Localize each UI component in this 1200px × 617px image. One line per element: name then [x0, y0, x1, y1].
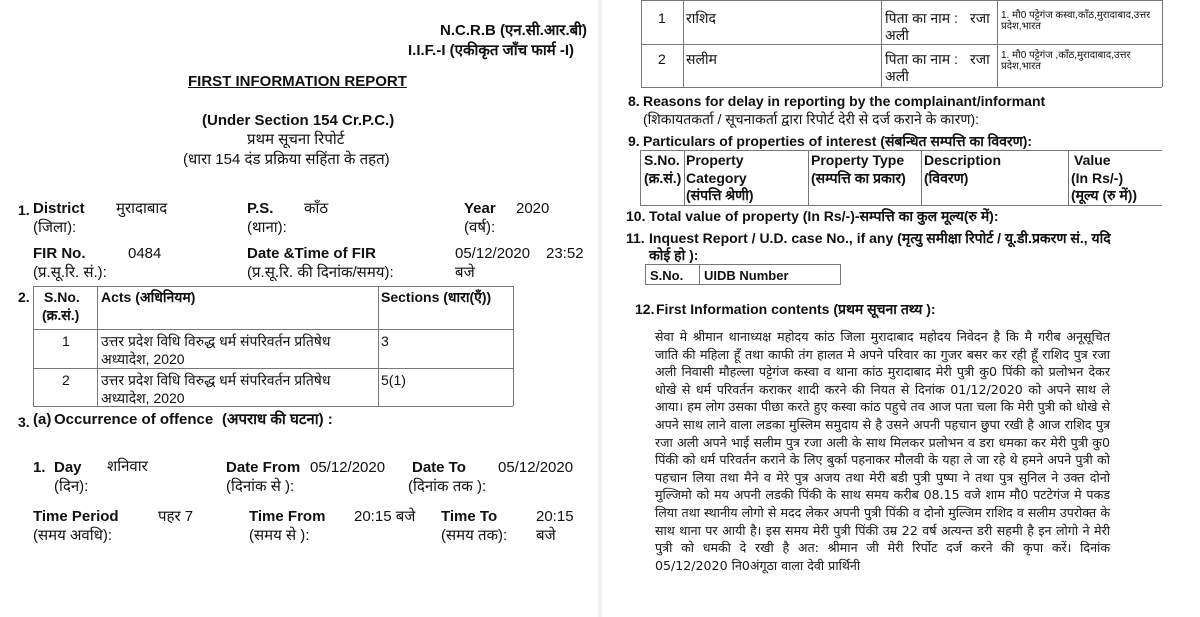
- delay-reason-heading: Reasons for delay in reporting by the complainant/informant: [643, 93, 1046, 109]
- time-period-label-hi: (समय अवधि):: [33, 527, 113, 544]
- properties-header-type-hi: (सम्पत्ति का प्रकार): [811, 170, 906, 186]
- time-to-value: 20:15: [536, 508, 574, 525]
- date-from-label: Date From: [226, 459, 301, 476]
- district-label: District: [33, 200, 85, 217]
- ps-label-hi: (थाना):: [247, 219, 287, 236]
- time-to-label: Time To: [441, 508, 498, 525]
- occurrence-heading-hi: (अपराध की घटना) :: [222, 411, 333, 428]
- accused-row-1-relation-label: पिता का नाम :: [885, 10, 958, 26]
- day-number: 1.: [33, 459, 46, 476]
- time-from-label-hi: (समय से ):: [249, 527, 310, 544]
- accused-row-1-relation-value-1: रजा: [970, 10, 990, 26]
- accused-row-1-address: 1. मौ0 पट्टेगंज कस्वा,काँठ,मुरादाबाद,उत्तर प्रदेश,भारत: [1001, 10, 1151, 32]
- inquest-header-sno: S.No.: [650, 268, 684, 283]
- acts-header-sno-hi: (क्र.सं.): [42, 307, 80, 323]
- acts-row-2-section: 5(1): [381, 372, 406, 388]
- properties-header-value: Value: [1074, 152, 1111, 168]
- acts-row-2-sno: 2: [62, 372, 70, 388]
- date-to-value: 05/12/2020: [498, 459, 574, 476]
- section-12-number: 12.: [635, 301, 655, 317]
- fir-date-value: 05/12/2020: [455, 245, 531, 262]
- accused-row-2-relation-label: पिता का नाम :: [885, 51, 958, 67]
- acts-header-sno: S.No.: [44, 289, 80, 305]
- accused-row-1-relation-value-2: अली: [885, 27, 909, 43]
- fir-no-label: FIR No.: [33, 245, 86, 262]
- under-section: (Under Section 154 Cr.P.C.): [202, 112, 395, 129]
- acts-header-sections: Sections (धारा(एँ)): [381, 289, 492, 305]
- first-information-heading: First Information contents (प्रथम सूचना तथ्य ):: [656, 301, 936, 317]
- year-value: 2020: [516, 200, 550, 217]
- accused-row-1-sno: 1: [658, 10, 666, 26]
- district-value: मुरादाबाद: [116, 200, 168, 217]
- section-3-number: 3.: [18, 414, 30, 430]
- accused-row-1-name: राशिद: [686, 10, 716, 26]
- acts-row-2-act: उत्तर प्रदेश विधि विरुद्ध धर्म संपरिवर्तन प्रतिषेध: [101, 372, 331, 388]
- accused-row-2-relation-value-2: अली: [885, 68, 909, 84]
- day-label-hi: (दिन):: [54, 478, 89, 495]
- date-from-value: 05/12/2020: [310, 459, 386, 476]
- fir-time-value: 23:52: [546, 245, 584, 262]
- fir-no-value: 0484: [128, 245, 162, 262]
- time-from-label: Time From: [249, 508, 326, 525]
- occurrence-heading: Occurrence of offence: [54, 411, 214, 428]
- properties-header-type: Property Type: [811, 152, 905, 168]
- date-to-label: Date To: [412, 459, 466, 476]
- section-11-number: 11.: [626, 230, 645, 246]
- delay-reason-heading-hi: (शिकायतकर्ता / सूचनाकर्ता द्वारा रिपोर्ट देरी से दर्ज कराने के कारण):: [643, 111, 980, 127]
- accused-row-2-sno: 2: [658, 51, 666, 67]
- inquest-header-uidb: UIDB Number: [704, 268, 789, 283]
- report-title: FIRST INFORMATION REPORT: [188, 73, 407, 90]
- day-value: शनिवार: [107, 458, 148, 475]
- day-label: Day: [54, 459, 82, 476]
- properties-header-category: Property: [686, 152, 744, 168]
- acts-row-1-section: 3: [381, 333, 389, 349]
- accused-row-2-address: 1. मौ0 पट्टेगंज ,काँठ,मुरादाबाद,उत्तर प्रदेश,भारत: [1001, 50, 1131, 72]
- fir-datetime-label-hi: (प्र.सू.रि. की दिनांक/समय):: [247, 264, 394, 281]
- section-10-number: 10.: [626, 208, 646, 224]
- acts-row-1-act-line2: अध्यादेश, 2020: [101, 351, 185, 367]
- fir-time-unit: बजे: [455, 264, 475, 281]
- section-1-number: 1.: [18, 202, 30, 218]
- properties-header-description: Description: [924, 152, 1002, 168]
- fir-datetime-label: Date &Time of FIR: [247, 245, 376, 262]
- section-9-number: 9.: [628, 133, 640, 149]
- inquest-report-line1: Inquest Report / U.D. case No., if any (मृत्यु समीक्षा रिपोर्ट / यू.डी.प्रकरण सं., यदि: [649, 230, 1111, 246]
- acts-row-2-act-line2: अध्यादेश, 2020: [101, 390, 185, 406]
- district-label-hi: (जिला):: [33, 219, 77, 236]
- inquest-report-line2: कोई हो ):: [649, 247, 699, 263]
- year-label: Year: [464, 200, 496, 217]
- hindi-section: (धारा 154 दंड प्रक्रिया सहिंता के तहत): [183, 151, 390, 168]
- time-to-label-hi: (समय तक):: [441, 527, 508, 544]
- total-property-value: Total value of property (In Rs/-)-सम्पत्ति का कुल मूल्य(रु में):: [649, 208, 999, 224]
- acts-row-1-sno: 1: [62, 333, 70, 349]
- time-to-unit: बजे: [536, 527, 556, 544]
- time-from-value: 20:15 बजे: [354, 508, 416, 525]
- properties-header-value-unit: (In Rs/-): [1071, 170, 1124, 186]
- iif-header: I.I.F.-I (एकीकृत जाँच फार्म -I): [408, 42, 575, 59]
- date-to-label-hi: (दिनांक तक ):: [408, 478, 487, 495]
- section-3-sub: (a): [33, 411, 52, 428]
- date-from-label-hi: (दिनांक से ):: [226, 478, 295, 495]
- time-period-value: पहर 7: [158, 508, 194, 525]
- properties-header-description-hi: (विवरण): [924, 170, 969, 186]
- accused-row-2-name: सलीम: [686, 51, 717, 67]
- properties-header-sno-hi: (क्र.सं.): [644, 170, 682, 186]
- fir-no-label-hi: (प्र.सू.रि. सं.):: [33, 264, 107, 281]
- properties-header-sno: S.No.: [644, 152, 680, 168]
- first-information-contents: सेवा मे श्रीमान थानाध्यक्ष महोदय कांठ जिला मुरादाबाद महोदय निवेदन है कि मै गरीब अनूसूचित जाति की महिला हूँ तथा काफी तंग हालत मे अपने परिवार का गुजर बसर कर रही हूँ राशिद पुत्र रजा अली निवासी मौहल्ला पट्टेगंज कस्वा व थाना कांठ मुरादाबाद मेरी पुत्री कु0 पिंकी को प्रलोभन देकर धोखे से धर्म परिवर्तन कराकर शादी करने की नियत से दिनांक 01/12/2020 को अपने साथ ले आया। हम लोग उसका पीछा करते हुए कस्वा कांठ पहुचे तव आज पता चला कि मेरी पुत्री को धोखे से अपने साथ लाने वाला लडका मुस्लिम समुदाय से है उसने अपनी पहचान छुपा रखी है आज राशिद पुत्र रजा अली अपने भाई सलीम पुत्र रजा अली के साथ मिलकर प्रलोभन व डरा धमका कर मेरी पुत्री कु0 पिंकी को धर्म परिवर्तन कराने के लिए बुर्का पहनाकर मौलवी के यहा ले जा रहे थे हमने अपने पुत्री को पहचान लिया तथा मैने व मेरे पुत्र अजय तथा मेरी बडी पुत्री पुष्पा ने तथा पुत्र सुनिल ने उक्त दोनो मुल्जिमो को मय अपनी लडकी पिंकी के साथ समय करीब 08.15 वजे शाम मौ0 पटटेगंज मे पकड लिया तथा स्थानीय लोगो से मदद लेकर अपनी पुत्री पिंकी व दोनो मुल्जिम राशिद व सलीम उपरोक्त के साथ थाना पर आयी है। इस समय मेरी पुत्री पिंकी उम्र 22 वर्ष अत्यन्त डरी सहमी है इन लोगो ने मेरी पुत्री को धमकी दे रखी है अत: श्रीमान जी मेरी रिर्पोट दर्ज करने की कृपा करें। दिनांक 05/12/2020 नि0अंगूठा वाला देवी प्रार्थिनी: [655, 329, 1110, 573]
- ps-value: काँठ: [304, 200, 329, 217]
- section-8-number: 8.: [628, 93, 640, 109]
- acts-row-1-act: उत्तर प्रदेश विधि विरुद्ध धर्म संपरिवर्तन प्रतिषेध: [101, 333, 331, 349]
- section-2-number: 2.: [18, 289, 30, 305]
- acts-header-acts: Acts (अधिनियम): [101, 289, 196, 305]
- properties-header-category-2: Category: [686, 170, 747, 186]
- time-period-label: Time Period: [33, 508, 119, 525]
- ps-label: P.S.: [247, 200, 274, 217]
- accused-row-2-relation-value-1: रजा: [970, 51, 990, 67]
- hindi-title: प्रथम सूचना रिपोर्ट: [247, 131, 345, 148]
- year-label-hi: (वर्ष):: [464, 219, 496, 236]
- properties-header-category-hi: (संपत्ति श्रेणी): [686, 187, 754, 203]
- properties-header-value-hi: (मूल्य (रु में)): [1071, 187, 1138, 203]
- ncrb-header: N.C.R.B (एन.सी.आर.बी): [440, 22, 588, 39]
- properties-heading: Particulars of properties of interest (संबन्धित सम्पत्ति का विवरण):: [643, 133, 1033, 149]
